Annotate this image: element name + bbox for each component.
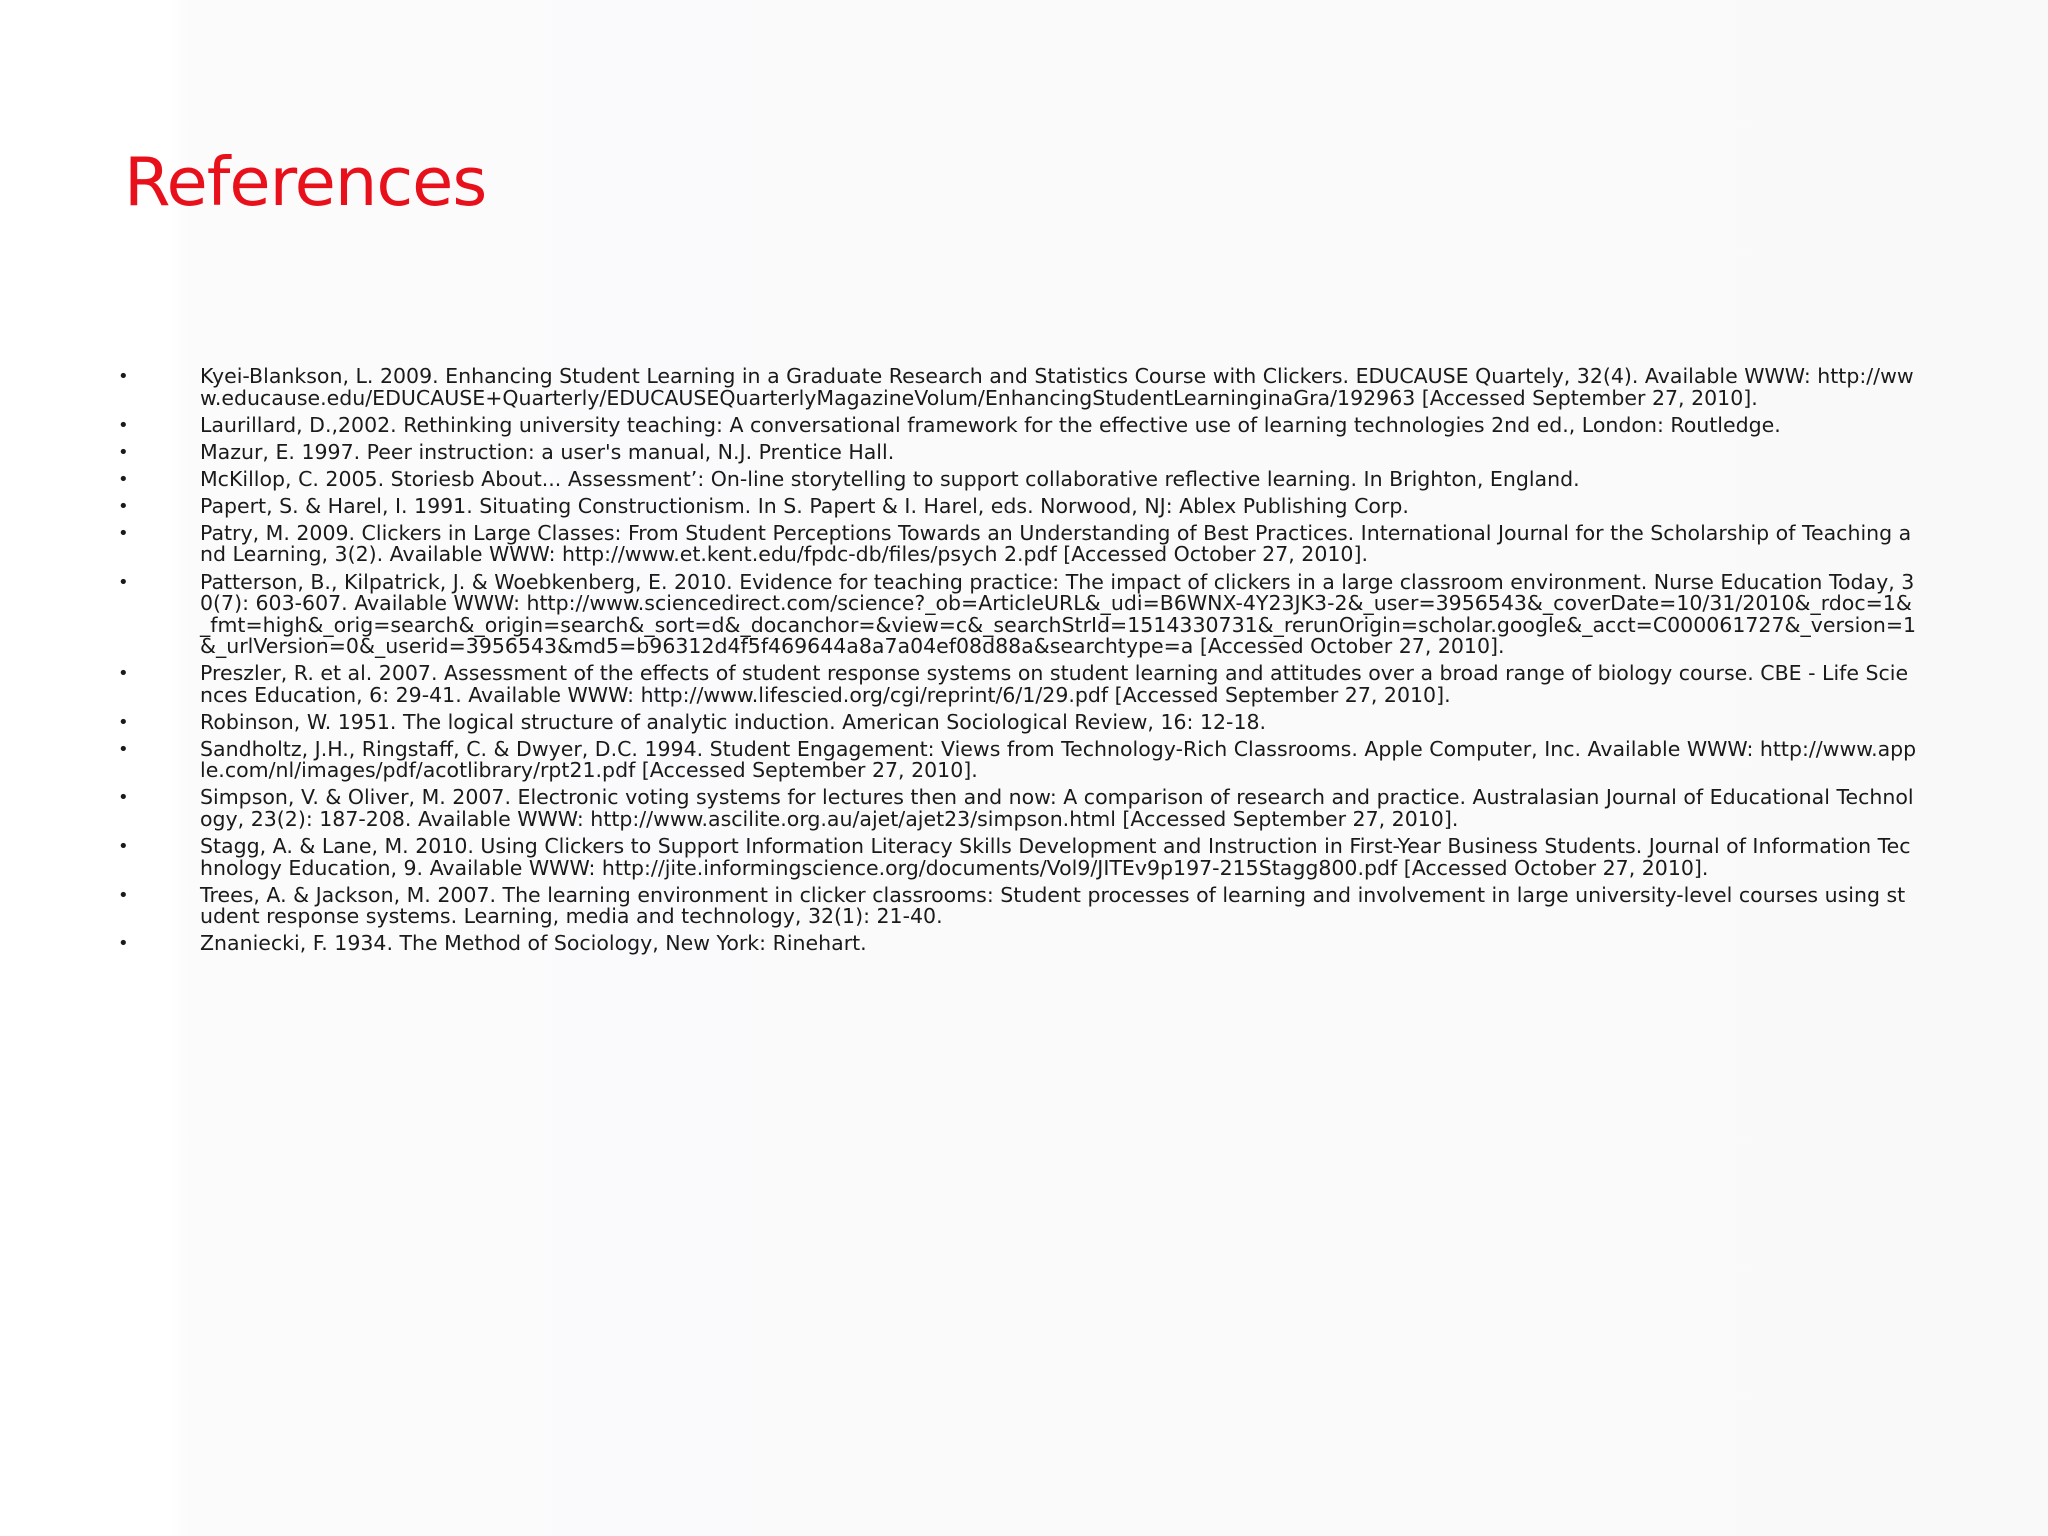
reference-item: [118, 787, 1918, 830]
reference-text: Sandholtz, J.H., Ringstaff, C. & Dwyer, D.C. 1994. Student Engagement: Views from Technology-Rich Classrooms. Apple Computer, Inc. Available WWW: http://www.apple.com/nl/images/pdf/acotlibrary/rpt21.pdf [Accessed September 27, 2010].: [200, 736, 1917, 783]
reference-text: Stagg, A. & Lane, M. 2010. Using Clickers to Support Information Literacy Skills Development and Instruction in First-Year Business Students. Journal of Information Technology Education, 9. Available WWW: http://jite.informingscience.org/documents/Vol9/JITEv9p197-215Stagg800.pdf [Accessed October 27, 2010].: [200, 834, 1911, 880]
reference-text: Patry, M. 2009. Clickers in Large Classes: From Student Perceptions Towards an Understanding of Best Practices. International Journal for the Scholarship of Teaching and Learning, 3(2). Available WWW: http://www.et.kent.edu/fpdc-db/files/psych 2.pdf [Accessed October 27, 2010].: [200, 520, 1912, 567]
bullet: •: [118, 522, 129, 544]
bullet: •: [118, 711, 129, 733]
reference-item: [118, 439, 1918, 464]
reference-item: [118, 412, 1918, 437]
reference-text: Simpson, V. & Oliver, M. 2007. Electronic voting systems for lectures then and now: A comparison of research and practice. Australasian Journal of Educational Technology, 23(2): 187-208. Available WWW: http://www.ascilite.org.au/ajet/ajet23/simpson.html [Accessed September 27, 2010].: [200, 785, 1914, 831]
reference-text: Laurillard, D.,2002. Rethinking university teaching: A conversational framework for the effective use of learning technologies 2nd ed., London: Routledge.: [200, 412, 1781, 437]
reference-item: [118, 736, 1918, 783]
reference-item: [118, 569, 1918, 659]
reference-item: [118, 933, 1918, 955]
bullet: •: [118, 571, 129, 593]
bullet: •: [118, 495, 129, 517]
reference-text: McKillop, C. 2005. Storiesb About... Assessment’: On-line storytelling to support collaborative reflective learning. In Brighton, England.: [200, 466, 1580, 491]
reference-item: [118, 709, 1918, 734]
reference-item: [118, 493, 1918, 518]
reference-text: Patterson, B., Kilpatrick, J. & Woebkenberg, E. 2010. Evidence for teaching practice: The impact of clickers in a large classroom environment. Nurse Education Today, 30(7): 603-607. Available WWW: http://www.sciencedirect.com/science?_ob=ArticleURL&_udi=B6WNX-4Y23JK3-2&_user=3956543&_coverDate=10/31/2010&_rdoc=1&_fmt=high&_orig=search&_origin=search&_sort=d&_docanchor=&view=c&_searchStrId=1514330731&_rerunOrigin=scholar.google&_acct=C000061727&_version=1&_urlVersion=0&_userid=3956543&md5=b96312d4f5f469644a8a7a04ef08d88a&searchtype=a [Accessed October 27, 2010].: [200, 569, 1917, 659]
reference-item: [118, 466, 1918, 491]
bullet: •: [118, 441, 129, 463]
bullet: •: [118, 738, 129, 760]
reference-item: [118, 520, 1918, 567]
reference-text: Kyei-Blankson, L. 2009. Enhancing Student Learning in a Graduate Research and Statistics Course with Clickers. EDUCAUSE Quartely, 32(4). Available WWW: http://www.educause.edu/EDUCAUSE+Quarterly/EDUCAUSEQuarterlyMagazineVolum/EnhancingStudentLearninginaGra/192963 [Accessed September 27, 2010].: [200, 364, 1914, 410]
reference-text: Preszler, R. et al. 2007. Assessment of the effects of student response systems on student learning and attitudes over a broad range of biology course. CBE - Life Sciences Education, 6: 29-41. Available WWW: http://www.lifescied.org/cgi/reprint/6/1/29.pdf [Accessed September 27, 2010].: [200, 661, 1909, 707]
reference-item: [118, 366, 1918, 409]
bullet: •: [118, 414, 129, 436]
bullet: •: [118, 366, 129, 387]
reference-item: [118, 836, 1918, 879]
bullet: •: [118, 884, 129, 906]
bullet: •: [118, 933, 129, 955]
reference-text: Papert, S. & Harel, I. 1991. Situating Constructionism. In S. Papert & I. Harel, eds. Norwood, NJ: Ablex Publishing Corp.: [200, 493, 1409, 518]
reference-text: Mazur, E. 1997. Peer instruction: a user's manual, N.J. Prentice Hall.: [200, 439, 895, 464]
reference-item: [118, 663, 1918, 706]
bullet: •: [118, 468, 129, 490]
slide-title: References: [124, 143, 487, 221]
reference-text: Trees, A. & Jackson, M. 2007. The learning environment in clicker classrooms: Student processes of learning and involvement in large university-level courses using student response systems. Learning, media and technology, 32(1): 21-40.: [200, 882, 1906, 929]
reference-text: Znaniecki, F. 1934. The Method of Sociology, New York: Rinehart.: [200, 931, 867, 956]
reference-item: [118, 882, 1918, 929]
reference-text: Robinson, W. 1951. The logical structure of analytic induction. American Sociological Review, 16: 12-18.: [200, 709, 1267, 734]
references-list: [118, 366, 1918, 960]
bullet: •: [118, 836, 129, 858]
bullet: •: [118, 663, 129, 685]
bullet: •: [118, 787, 129, 809]
